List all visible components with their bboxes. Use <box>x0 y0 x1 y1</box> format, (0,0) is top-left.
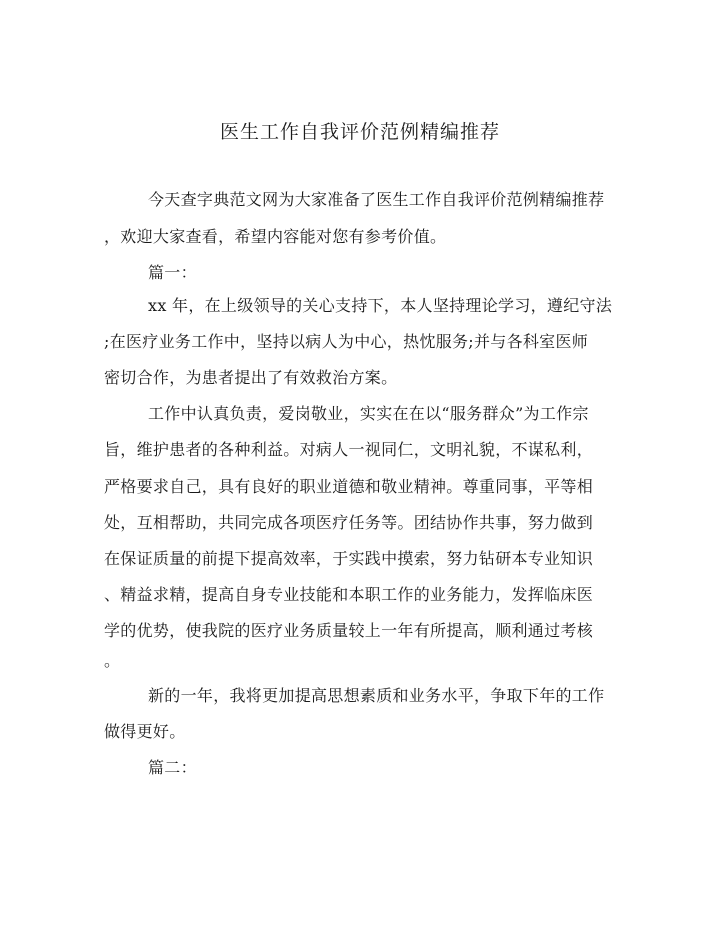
paragraph-line: 密切合作，为患者提出了有效救治方案。 <box>104 368 398 387</box>
paragraph-line: 在保证质量的前提下提高效率，于实践中摸索，努力钻研本专业知识 <box>104 549 594 568</box>
paragraph-line: ，欢迎大家查看，希望内容能对您有参考价值。 <box>104 227 447 246</box>
paragraph-line: ;在医疗业务工作中，坚持以病人为中心，热忱服务;并与各科室医师 <box>104 332 589 351</box>
paragraph-line: xx 年，在上级领导的关心支持下，本人坚持理论学习，遵纪守法 <box>148 296 613 315</box>
paragraph-line: 旨，维护患者的各种利益。对病人一视同仁，文明礼貌，不谋私利， <box>104 440 594 459</box>
paragraph-line: 做得更好。 <box>104 722 186 741</box>
paragraph-line: 处，互相帮助，共同完成各项医疗任务等。团结协作共事，努力做到 <box>104 513 594 532</box>
section-heading: 篇二： <box>148 758 197 777</box>
paragraph-line: 新的一年，我将更加提高思想素质和业务水平，争取下年的工作 <box>148 686 605 705</box>
paragraph-line: 严格要求自己，具有良好的职业道德和敬业精神。尊重同事，平等相 <box>104 477 594 496</box>
section-heading: 篇一： <box>148 263 197 282</box>
paragraph-line: 工作中认真负责，爱岗敬业，实实在在以“服务群众”为工作宗 <box>148 404 589 423</box>
paragraph-line: 今天查字典范文网为大家准备了医生工作自我评价范例精编推荐 <box>148 190 605 209</box>
paragraph-line: 、精益求精，提高自身专业技能和本职工作的业务能力，发挥临床医 <box>104 585 594 604</box>
document-title: 医生工作自我评价范例精编推荐 <box>219 121 500 143</box>
paragraph-line: 学的优势，使我院的医疗业务质量较上一年有所提高，顺利通过考核 <box>104 621 594 640</box>
paragraph-line: 。 <box>104 651 121 670</box>
